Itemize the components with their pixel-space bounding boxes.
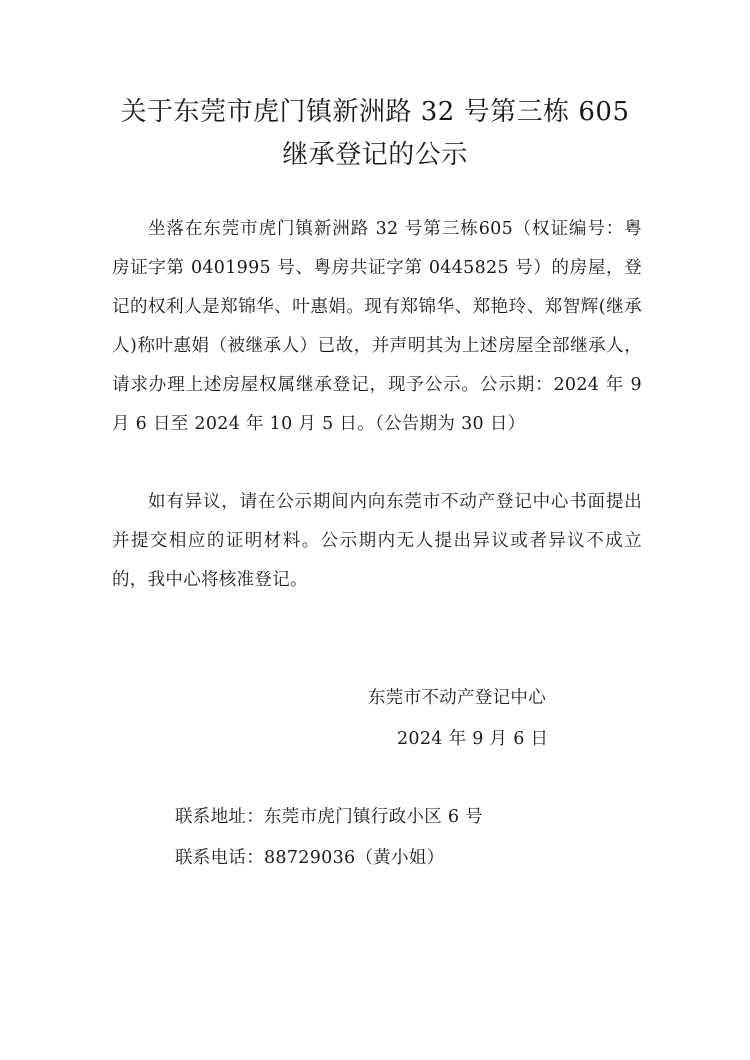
- signature-organization: 东莞市不动产登记中心: [368, 688, 546, 708]
- signature-date: 2024 年 9 月 6 日: [397, 729, 549, 749]
- contact-phone: 联系电话：88729036（黄小姐）: [175, 848, 445, 868]
- document-title-line-2: 继承登记的公示: [282, 140, 468, 170]
- document-title-line-1: 关于东莞市虎门镇新洲路 32 号第三栋 605: [120, 97, 630, 127]
- contact-address: 联系地址：东莞市虎门镇行政小区 6 号: [175, 807, 483, 827]
- notice-paragraph-1: 坐落在东莞市虎门镇新洲路 32 号第三栋605（权证编号：粤房证字第 0401995 号、粤房共证字第 0445825 号）的房屋，登记的权利人是郑锦华、叶惠娟。现有郑锦华、郑艳玲、郑智辉(继承人)称叶惠娟（被继承人）已故，并声明其为上述房屋全部继承人，请求办理上述房屋权属继承登记，现予公示。公示期：2024 年 9 月 6 日至 2024 年 10 月 5 日。（公告期为 30 日）: [112, 219, 642, 434]
- notice-paragraph-2: 如有异议，请在公示期间内向东莞市不动产登记中心书面提出并提交相应的证明材料。公示期内无人提出异议或者异议不成立的，我中心将核准登记。: [112, 492, 642, 590]
